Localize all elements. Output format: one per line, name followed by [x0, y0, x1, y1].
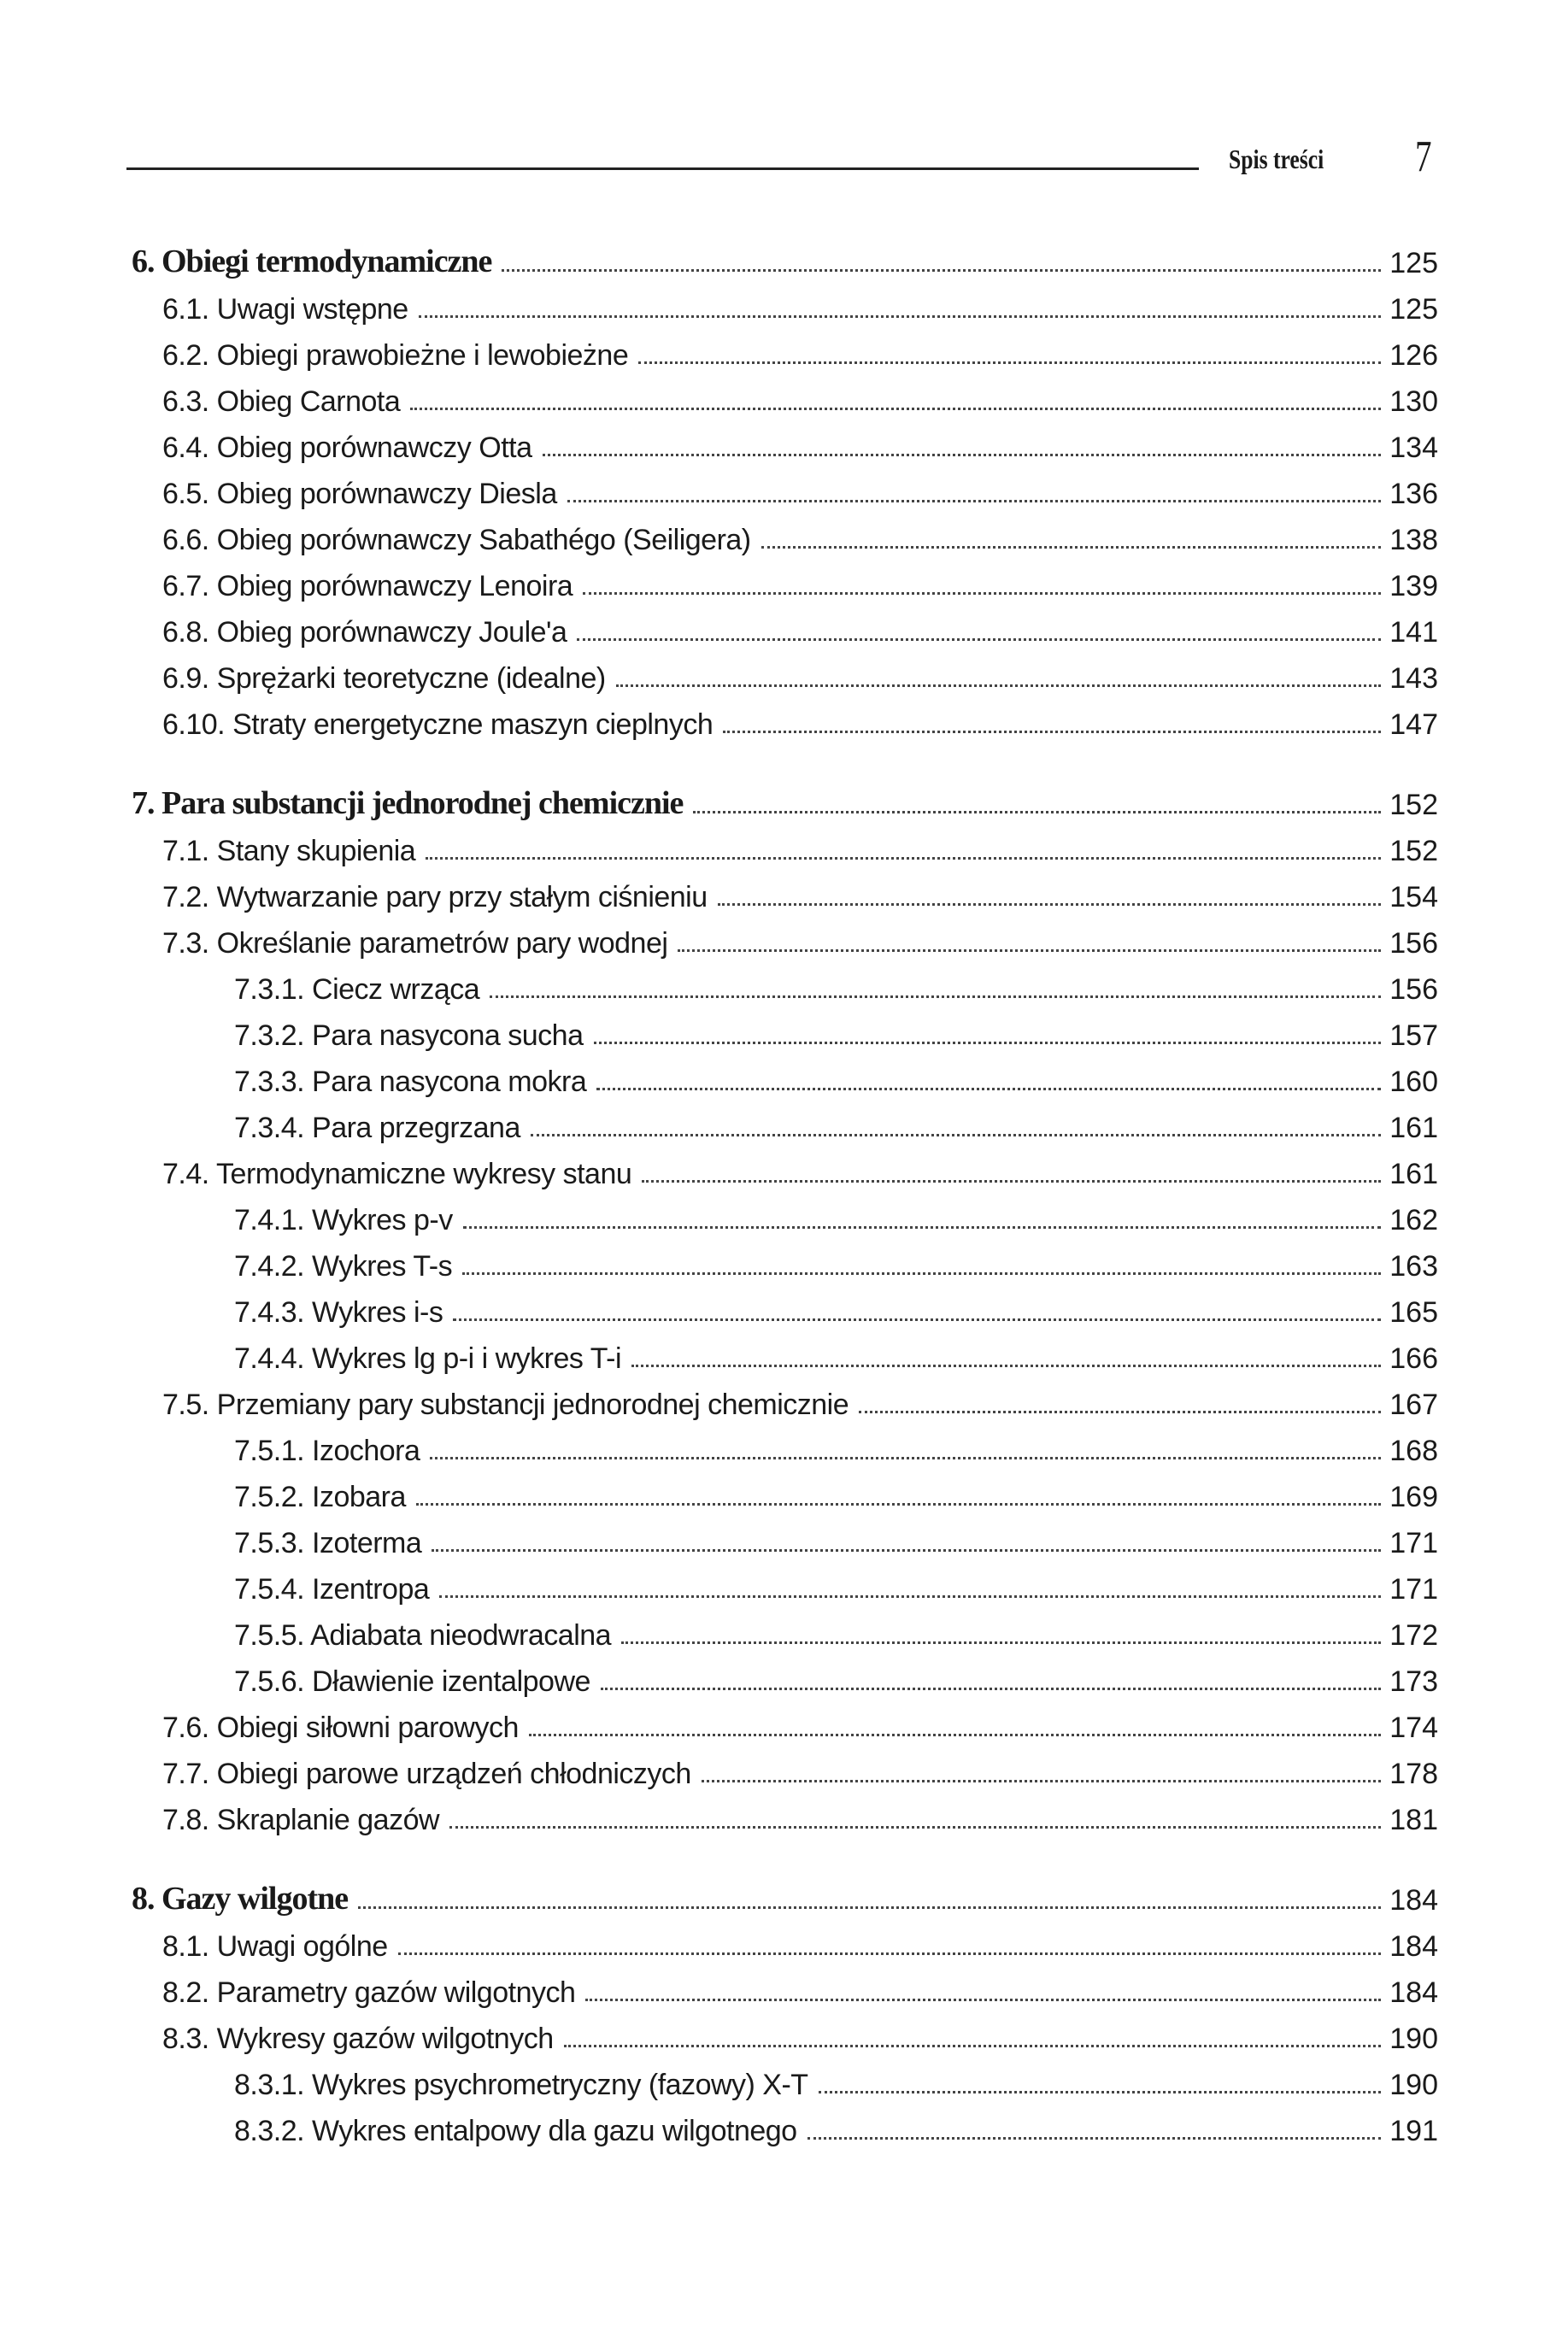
entry-page-number: 160	[1389, 1066, 1438, 1098]
dot-leader	[531, 1134, 1381, 1136]
dot-leader	[419, 315, 1382, 318]
toc-subsection	[0, 1283, 1438, 1330]
dot-leader	[577, 638, 1381, 641]
entry-page-number: 154	[1389, 881, 1438, 913]
dot-leader	[596, 1088, 1381, 1090]
entry-page-number: 143	[1389, 662, 1438, 695]
entry-title: 6.3. Obieg Carnota	[162, 385, 401, 418]
header-title: Spis treści	[1229, 144, 1324, 174]
entry-page-number: 167	[1389, 1389, 1438, 1421]
dot-leader	[583, 592, 1381, 595]
dot-leader	[631, 1365, 1381, 1367]
dot-leader	[358, 1906, 1381, 1909]
dot-leader	[638, 361, 1381, 364]
entry-title: 6.10. Straty energetyczne maszyn cieplnych	[162, 708, 714, 741]
toc-section	[0, 557, 1438, 603]
entry-page-number: 161	[1389, 1112, 1438, 1144]
dot-leader	[398, 1952, 1382, 1955]
entry-page-number: 173	[1389, 1665, 1438, 1698]
entry-page-number: 163	[1389, 1250, 1438, 1283]
entry-title: 7.5.4. Izentropa	[234, 1573, 430, 1606]
entry-page-number: 190	[1389, 2069, 1438, 2101]
entry-page-number: 181	[1389, 1804, 1438, 1836]
dot-leader	[761, 546, 1382, 549]
entry-title: 7.5.6. Dławienie izentalpowe	[234, 1665, 590, 1698]
dot-leader	[426, 857, 1381, 860]
entry-title: 7.3.1. Ciecz wrząca	[234, 973, 480, 1006]
entry-title: 7. Para substancji jednorodnej chemicznie	[132, 785, 684, 821]
entry-page-number: 125	[1389, 247, 1438, 279]
entry-title: 7.2. Wytwarzanie pary przy stałym ciśnieniu	[162, 881, 708, 913]
entry-title: 6.4. Obieg porównawczy Otta	[162, 432, 532, 464]
dot-leader	[621, 1641, 1381, 1644]
entry-page-number: 152	[1389, 789, 1438, 821]
entry-title: 8.3.2. Wykres entalpowy dla gazu wilgotnego	[234, 2115, 797, 2147]
toc-subsection	[0, 1191, 1438, 1237]
entry-title: 6.2. Obiegi prawobieżne i lewobieżne	[162, 339, 629, 372]
entry-title: 7.3. Określanie parametrów pary wodnej	[162, 927, 668, 960]
table-of-contents	[0, 232, 1568, 2148]
toc-subsection	[0, 1514, 1438, 1560]
entry-title: 6.7. Obieg porównawczy Lenoira	[162, 570, 573, 602]
toc-section	[0, 1745, 1438, 1791]
toc-section	[0, 373, 1438, 419]
entry-title: 7.4.1. Wykres p-v	[234, 1204, 453, 1236]
entry-page-number: 156	[1389, 927, 1438, 960]
toc-chapter	[0, 232, 1438, 280]
toc-section	[0, 1699, 1438, 1745]
dot-leader	[416, 1503, 1381, 1506]
toc-subsection	[0, 1606, 1438, 1653]
toc-subsection	[0, 1653, 1438, 1699]
entry-page-number: 169	[1389, 1481, 1438, 1513]
entry-page-number: 172	[1389, 1619, 1438, 1652]
entry-page-number: 125	[1389, 293, 1438, 326]
entry-title: 7.5.1. Izochora	[234, 1435, 420, 1467]
entry-title: 7.4.3. Wykres i-s	[234, 1296, 443, 1329]
entry-page-number: 147	[1389, 708, 1438, 741]
dot-leader	[642, 1180, 1381, 1183]
toc-subsection	[0, 2102, 1438, 2148]
dot-leader	[529, 1734, 1381, 1736]
entry-title: 8.1. Uwagi ogólne	[162, 1930, 388, 1963]
toc-subsection	[0, 1237, 1438, 1283]
entry-title: 7.5.2. Izobara	[234, 1481, 406, 1513]
entry-page-number: 184	[1389, 1930, 1438, 1963]
toc-section	[0, 1145, 1438, 1191]
entry-page-number: 184	[1389, 1884, 1438, 1917]
entry-title: 7.8. Skraplanie gazów	[162, 1804, 440, 1836]
toc-section	[0, 280, 1438, 326]
toc-section	[0, 696, 1438, 742]
entry-page-number: 190	[1389, 2023, 1438, 2055]
entry-page-number: 165	[1389, 1296, 1438, 1329]
entry-title: 7.5. Przemiany pary substancji jednorodnej chemicznie	[162, 1389, 849, 1421]
entry-page-number: 184	[1389, 1976, 1438, 2009]
entry-page-number: 178	[1389, 1758, 1438, 1790]
entry-page-number: 174	[1389, 1712, 1438, 1744]
dot-leader	[859, 1411, 1381, 1413]
entry-title: 6.1. Uwagi wstępne	[162, 293, 408, 326]
entry-title: 8.3. Wykresy gazów wilgotnych	[162, 2023, 554, 2055]
toc-section	[0, 1917, 1438, 1964]
entry-page-number: 171	[1389, 1527, 1438, 1559]
entry-title: 7.3.3. Para nasycona mokra	[234, 1066, 587, 1098]
toc-section	[0, 868, 1438, 914]
entry-title: 7.5.3. Izoterma	[234, 1527, 422, 1559]
entry-page-number: 139	[1389, 570, 1438, 602]
entry-title: 6.6. Obieg porównawczy Sabathégo (Seiligera)	[162, 524, 751, 556]
header-rule	[126, 167, 1199, 170]
toc-section	[0, 914, 1438, 960]
entry-page-number: 130	[1389, 385, 1438, 418]
entry-title: 7.3.4. Para przegrzana	[234, 1112, 520, 1144]
toc-section	[0, 822, 1438, 868]
entry-page-number: 138	[1389, 524, 1438, 556]
dot-leader	[807, 2137, 1382, 2140]
dot-leader	[594, 1042, 1382, 1044]
toc-section	[0, 511, 1438, 557]
entry-title: 8.3.1. Wykres psychrometryczny (fazowy) X-T	[234, 2069, 808, 2101]
entry-page-number: 166	[1389, 1342, 1438, 1375]
dot-leader	[449, 1826, 1381, 1829]
entry-page-number: 161	[1389, 1158, 1438, 1190]
toc-section	[0, 1376, 1438, 1422]
toc-subsection	[0, 1099, 1438, 1145]
entry-page-number: 168	[1389, 1435, 1438, 1467]
entry-page-number: 152	[1389, 835, 1438, 867]
dot-leader	[410, 408, 1381, 410]
entry-page-number: 134	[1389, 432, 1438, 464]
dot-leader	[543, 454, 1382, 456]
entry-title: 7.5.5. Adiabata nieodwracalna	[234, 1619, 612, 1652]
dot-leader	[693, 811, 1381, 813]
dot-leader	[439, 1595, 1381, 1598]
entry-title: 7.1. Stany skupienia	[162, 835, 416, 867]
toc-section	[0, 2010, 1438, 2056]
toc-subsection	[0, 1007, 1438, 1053]
entry-title: 6.9. Sprężarki teoretyczne (idealne)	[162, 662, 606, 695]
entry-page-number: 141	[1389, 616, 1438, 649]
entry-page-number: 136	[1389, 478, 1438, 510]
toc-subsection	[0, 1560, 1438, 1606]
dot-leader	[601, 1688, 1381, 1690]
toc-subsection	[0, 2056, 1438, 2102]
toc-subsection	[0, 1330, 1438, 1376]
dot-leader	[702, 1780, 1381, 1782]
toc-section	[0, 419, 1438, 465]
toc-subsection	[0, 1422, 1438, 1468]
dot-leader	[585, 1999, 1381, 2001]
entry-title: 8. Gazy wilgotne	[132, 1881, 349, 1917]
dot-leader	[723, 731, 1381, 733]
dot-leader	[453, 1318, 1381, 1321]
dot-leader	[819, 2091, 1382, 2093]
dot-leader	[567, 500, 1382, 502]
toc-subsection	[0, 1053, 1438, 1099]
entry-page-number: 171	[1389, 1573, 1438, 1606]
entry-title: 7.7. Obiegi parowe urządzeń chłodniczych	[162, 1758, 691, 1790]
running-header	[126, 128, 1442, 188]
entry-title: 7.4. Termodynamiczne wykresy stanu	[162, 1158, 632, 1190]
toc-section	[0, 1964, 1438, 2010]
entry-title: 8.2. Parametry gazów wilgotnych	[162, 1976, 576, 2009]
entry-page-number: 162	[1389, 1204, 1438, 1236]
entry-title: 6.8. Obieg porównawczy Joule'a	[162, 616, 567, 649]
dot-leader	[430, 1457, 1381, 1459]
dot-leader	[502, 269, 1381, 272]
entry-title: 7.4.2. Wykres T-s	[234, 1250, 453, 1283]
dot-leader	[463, 1226, 1382, 1229]
dot-leader	[432, 1549, 1381, 1552]
entry-page-number: 126	[1389, 339, 1438, 372]
dot-leader	[718, 903, 1382, 906]
entry-page-number: 191	[1389, 2115, 1438, 2147]
entry-title: 7.6. Obiegi siłowni parowych	[162, 1712, 519, 1744]
toc-chapter	[0, 1870, 1438, 1917]
dot-leader	[616, 684, 1382, 687]
toc-subsection	[0, 1468, 1438, 1514]
toc-section	[0, 1791, 1438, 1837]
dot-leader	[678, 949, 1381, 952]
dot-leader	[490, 995, 1381, 998]
entry-title: 7.4.4. Wykres lg p-i i wykres T-i	[234, 1342, 622, 1375]
toc-chapter	[0, 774, 1438, 822]
toc-section	[0, 603, 1438, 649]
dot-leader	[564, 2045, 1382, 2047]
toc-section	[0, 326, 1438, 373]
header-page-number: 7	[1415, 132, 1432, 181]
toc-section	[0, 649, 1438, 696]
entry-title: 6. Obiegi termodynamiczne	[132, 244, 492, 279]
dot-leader	[462, 1272, 1381, 1275]
entry-title: 6.5. Obieg porównawczy Diesla	[162, 478, 557, 510]
toc-subsection	[0, 960, 1438, 1007]
toc-section	[0, 465, 1438, 511]
entry-page-number: 156	[1389, 973, 1438, 1006]
entry-page-number: 157	[1389, 1019, 1438, 1052]
entry-title: 7.3.2. Para nasycona sucha	[234, 1019, 584, 1052]
